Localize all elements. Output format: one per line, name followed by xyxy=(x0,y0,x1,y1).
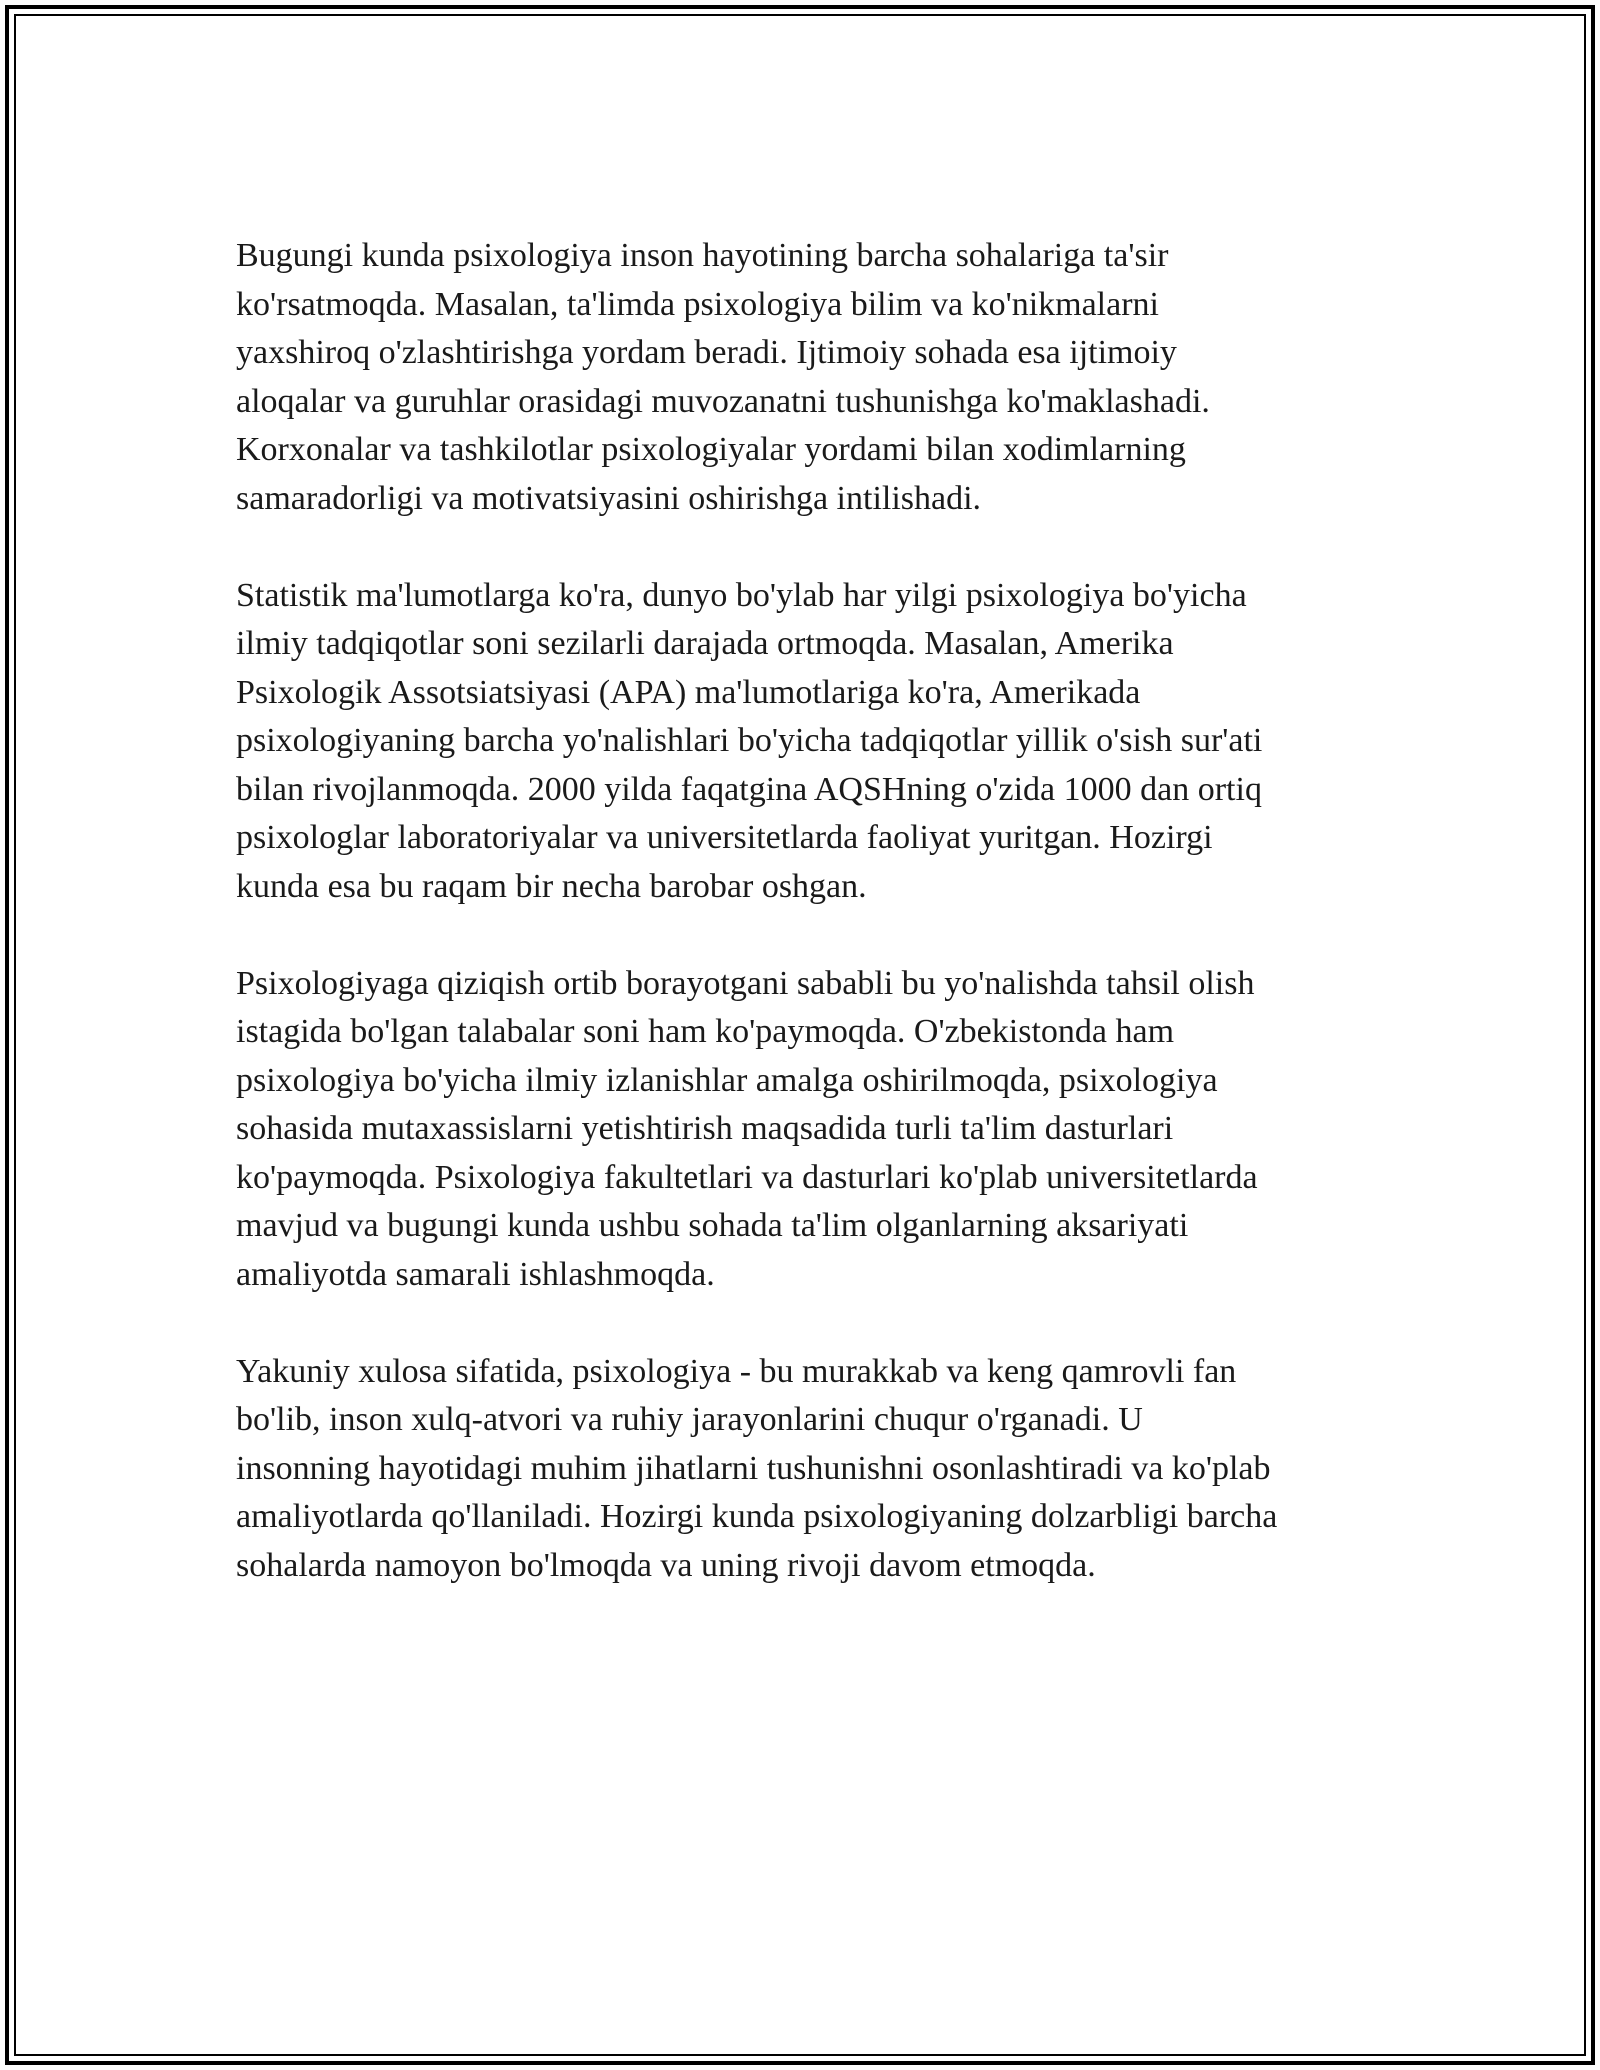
document-body xyxy=(236,232,1416,1639)
paragraph-1: Bugungi kunda psixologiya inson hayotining barcha sohalariga ta'sir ko'rsatmoqda. Masalan, ta'limda psixologiya bilim va ko'nikmalarni yaxshiroq o'zlashtirishga yordam beradi. Ijtimoiy sohada esa ijtimoiy aloqalar va guruhlar orasidagi muvozanatni tushunishga ko'maklashadi. Korxonalar va tashkilotlar psixologiyalar yordami bilan xodimlarning samaradorligi va motivatsiyasini oshirishga intilishadi. xyxy=(236,237,1210,517)
paragraph-2: Statistik ma'lumotlarga ko'ra, dunyo bo'ylab har yilgi psixologiya bo'yicha ilmiy tadqiqotlar soni sezilarli darajada ortmoqda. Masalan, Amerika Psixologik Assotsiatsiyasi (APA) ma'lumotlariga ko'ra, Amerikada psixologiyaning barcha yo'nalishlari bo'yicha tadqiqotlar yillik o'sish sur'ati bilan rivojlanmoqda. 2000 yilda faqatgina AQSHning o'zida 1000 dan ortiq psixologlar laboratoriyalar va universitetlarda faoliyat yuritgan. Hozirgi kunda esa bu raqam bir necha barobar oshgan. xyxy=(236,576,1263,905)
paragraph-3: Psixologiyaga qiziqish ortib borayotgani sababli bu yo'nalishda tahsil olish istagida bo'lgan talabalar soni ham ko'paymoqda. O'zbekistonda ham psixologiya bo'yicha ilmiy izlanishlar amalga oshirilmoqda, psixologiya sohasida mutaxassislarni yetishtirish maqsadida turli ta'lim dasturlari ko'paymoqda. Psixologiya fakultetlari va dasturlari ko'plab universitetlarda mavjud va bugungi kunda ushbu sohada ta'lim olganlarning aksariyati amaliyotda samarali ishlashmoqda. xyxy=(236,964,1258,1293)
paragraph-4: Yakuniy xulosa sifatida, psixologiya - bu murakkab va keng qamrovli fan bo'lib, inson xulq-atvori va ruhiy jarayonlarini chuqur o'rganadi. U insonning hayotidagi muhim jihatlarni tushunishni osonlashtiradi va ko'plab amaliyotlarda qo'llaniladi. Hozirgi kunda psixologiyaning dolzarbligi barcha sohalarda namoyon bo'lmoqda va uning rivoji davom etmoqda. xyxy=(236,1352,1278,1584)
